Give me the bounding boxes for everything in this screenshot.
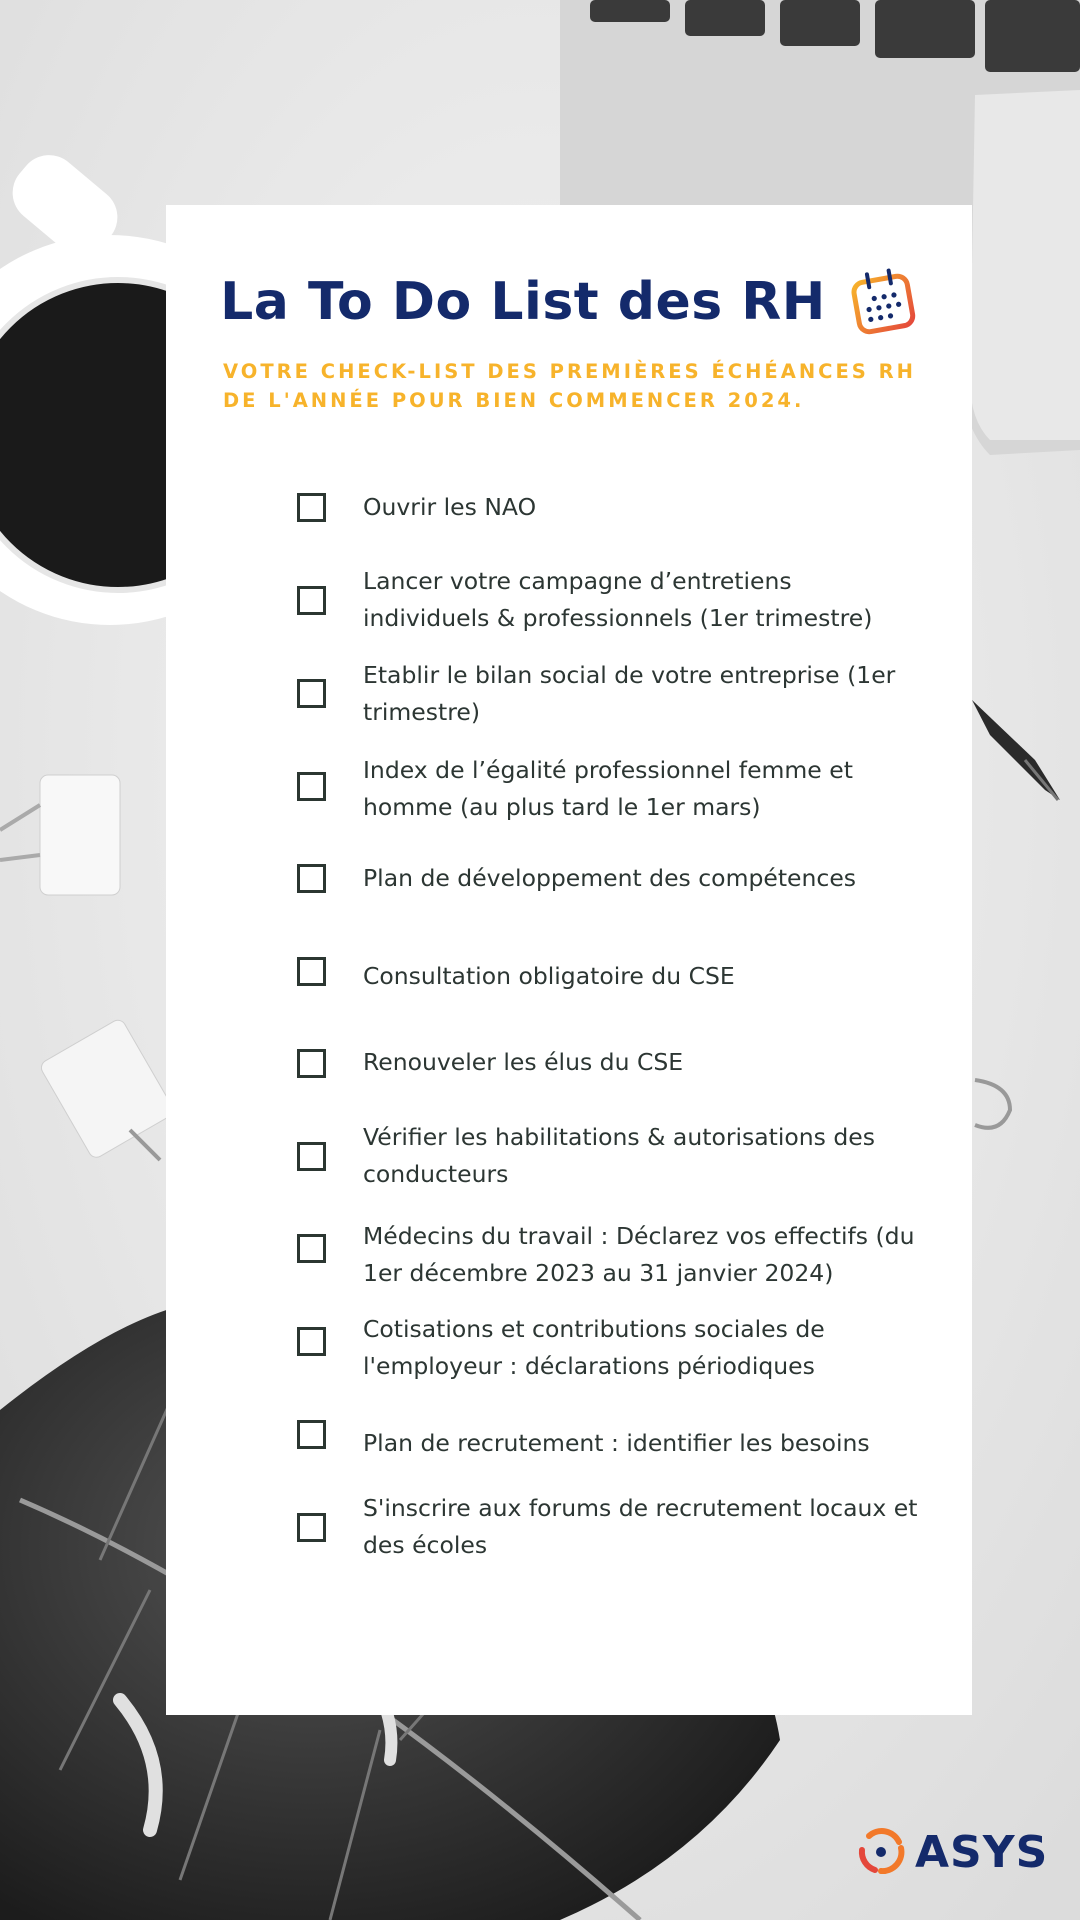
checkbox-7[interactable]	[297, 1049, 326, 1078]
calendar-icon	[848, 267, 918, 337]
checkbox-12[interactable]	[297, 1513, 326, 1542]
checklist-item-label: S'inscrire aux forums de recrutement locaux et des écoles	[363, 1494, 918, 1559]
checkbox-11[interactable]	[297, 1420, 326, 1449]
checkbox-1[interactable]	[297, 493, 326, 522]
checkbox-10[interactable]	[297, 1327, 326, 1356]
checklist-item-label: Médecins du travail : Déclarez vos effectifs (du 1er décembre 2023 au 31 janvier 2024)	[363, 1222, 915, 1287]
checklist-item-label: Cotisations et contributions sociales de l'employeur : déclarations périodiques	[363, 1315, 825, 1380]
title-row	[166, 257, 972, 347]
checklist-item-label: Vérifier les habilitations & autorisations des conducteurs	[363, 1123, 875, 1188]
checkbox-9[interactable]	[297, 1234, 326, 1263]
checklist-item-label: Lancer votre campagne d’entretiens individuels & professionnels (1er trimestre)	[363, 567, 873, 632]
checkbox-8[interactable]	[297, 1142, 326, 1171]
page-title: La To Do List des RH	[220, 272, 826, 332]
checklist-item-label: Plan de développement des compétences	[363, 864, 857, 892]
asys-logo-icon	[855, 1826, 907, 1878]
checkbox-5[interactable]	[297, 864, 326, 893]
checklist-item-label: Etablir le bilan social de votre entreprise (1er trimestre)	[363, 661, 896, 726]
checklist-item-label: Plan de recrutement : identifier les besoins	[363, 1429, 870, 1457]
checklist-item-label: Ouvrir les NAO	[363, 493, 537, 521]
checkbox-2[interactable]	[297, 586, 326, 615]
checkbox-3[interactable]	[297, 679, 326, 708]
checkbox-4[interactable]	[297, 772, 326, 801]
checklist-item-label: Renouveler les élus du CSE	[363, 1048, 684, 1076]
subtitle: VOTRE CHECK-LIST DES PREMIÈRES ÉCHÉANCES RH DE L'ANNÉE POUR BIEN COMMENCER 2024.	[223, 360, 916, 412]
checklist-item-label: Index de l’égalité professionnel femme et homme (au plus tard le 1er mars)	[363, 756, 853, 821]
checklist-item-label: Consultation obligatoire du CSE	[363, 962, 735, 990]
logo-text: ASYS	[915, 1826, 1049, 1878]
checkbox-6[interactable]	[297, 957, 326, 986]
asys-logo	[855, 1826, 1048, 1878]
checklist-card	[166, 205, 972, 1715]
